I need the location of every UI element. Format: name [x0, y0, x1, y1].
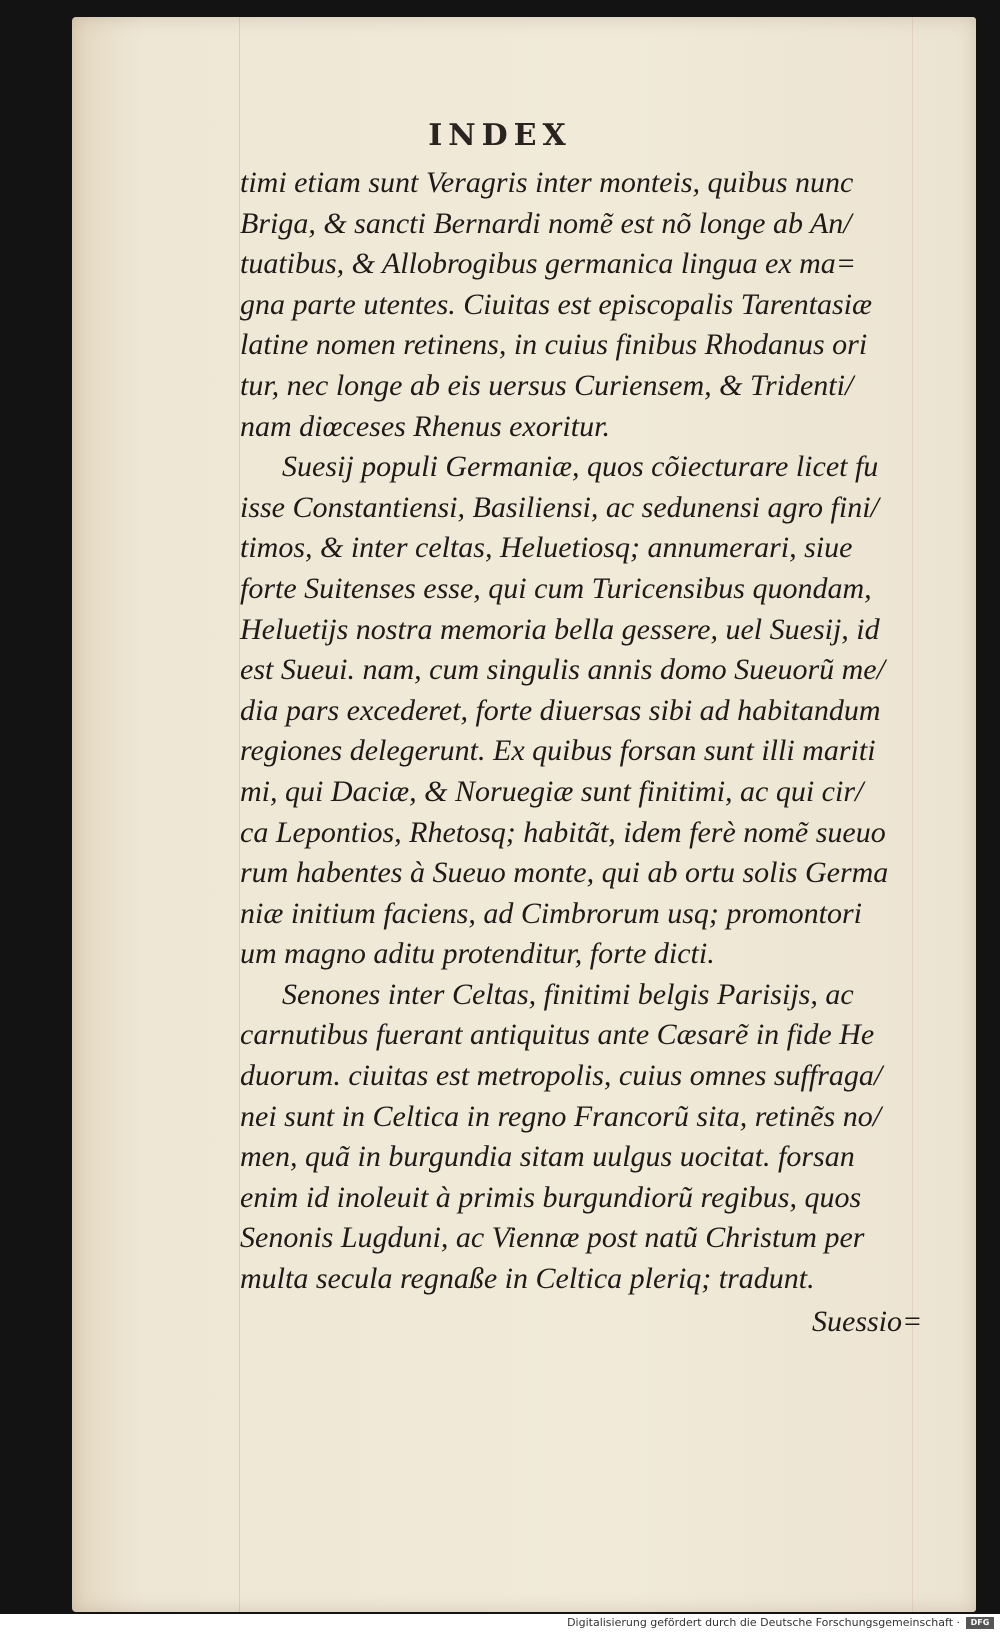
text-line: latine nomen retinens, in cuius finibus Rhodanus ori: [240, 328, 868, 362]
text-line: men, quã in burgundia sitam uulgus uocitat. forsan: [240, 1140, 855, 1174]
text-line: Heluetijs nostra memoria bella gessere, uel Suesij, id: [240, 612, 880, 646]
footer-credit: Digitalisierung gefördert durch die Deutsche Forschungsgemeinschaft ·: [567, 1616, 960, 1629]
text-line: rum habentes à Sueuo monte, qui ab ortu solis Germa: [240, 856, 889, 890]
text-line: timos, & inter celtas, Heluetiosq; annumerari, siue: [240, 531, 853, 565]
text-line: Senones inter Celtas, finitimi belgis Parisijs, ac: [282, 977, 854, 1011]
body-text: [240, 163, 930, 1300]
page-header: INDEX: [428, 118, 572, 153]
text-line: niæ initium faciens, ad Cimbrorum usq; promontori: [240, 896, 862, 930]
text-line: gna parte utentes. Ciuitas est episcopalis Tarentasiæ: [240, 287, 872, 321]
text-line: Senonis Lugduni, ac Viennæ post natũ Christum per: [240, 1221, 865, 1255]
text-line: est Sueui. nam, cum singulis annis domo Sueuorũ me/: [240, 653, 885, 687]
text-line: regiones delegerunt. Ex quibus forsan sunt illi mariti: [240, 734, 876, 768]
text-line: nei sunt in Celtica in regno Francorũ sita, retinẽs no/: [240, 1099, 882, 1133]
catchword: Suessio=: [812, 1305, 923, 1338]
text-line: Suesij populi Germaniæ, quos cõiecturare licet fu: [282, 450, 879, 484]
text-line: tur, nec longe ab eis uersus Curiensem, & Tridenti/: [240, 368, 854, 402]
dfg-logo: DFG: [966, 1617, 994, 1629]
text-line: multa secula regnaße in Celtica pleriq; tradunt.: [240, 1262, 815, 1296]
text-line: mi, qui Daciæ, & Noruegiæ sunt finitimi, ac qui cir/: [240, 774, 864, 808]
text-line: um magno aditu protenditur, forte dicti.: [240, 937, 715, 971]
text-line: carnutibus fuerant antiquitus ante Cæsarẽ in fide He: [240, 1018, 875, 1052]
text-line: forte Suitenses esse, qui cum Turicensibus quondam,: [240, 571, 872, 605]
text-line: ca Lepontios, Rhetosq; habitãt, idem ferè nomẽ sueuo: [240, 815, 886, 849]
footer-bar: [0, 1614, 1000, 1632]
text-line: nam diœceses Rhenus exoritur.: [240, 409, 610, 443]
text-line: tuatibus, & Allobrogibus germanica lingua ex ma=: [240, 247, 857, 281]
text-line: timi etiam sunt Veragris inter monteis, quibus nunc: [240, 166, 854, 199]
text-line: duorum. ciuitas est metropolis, cuius omnes suffraga/: [240, 1059, 883, 1093]
text-line: enim id inoleuit à primis burgundiorũ regibus, quos: [240, 1180, 862, 1214]
text-line: isse Constantiensi, Basiliensi, ac sedunensi agro fini/: [240, 490, 879, 524]
text-line: Briga, & sancti Bernardi nomẽ est nõ longe ab An/: [240, 206, 852, 240]
text-line: dia pars excederet, forte diuersas sibi ad habitandum: [240, 693, 881, 727]
